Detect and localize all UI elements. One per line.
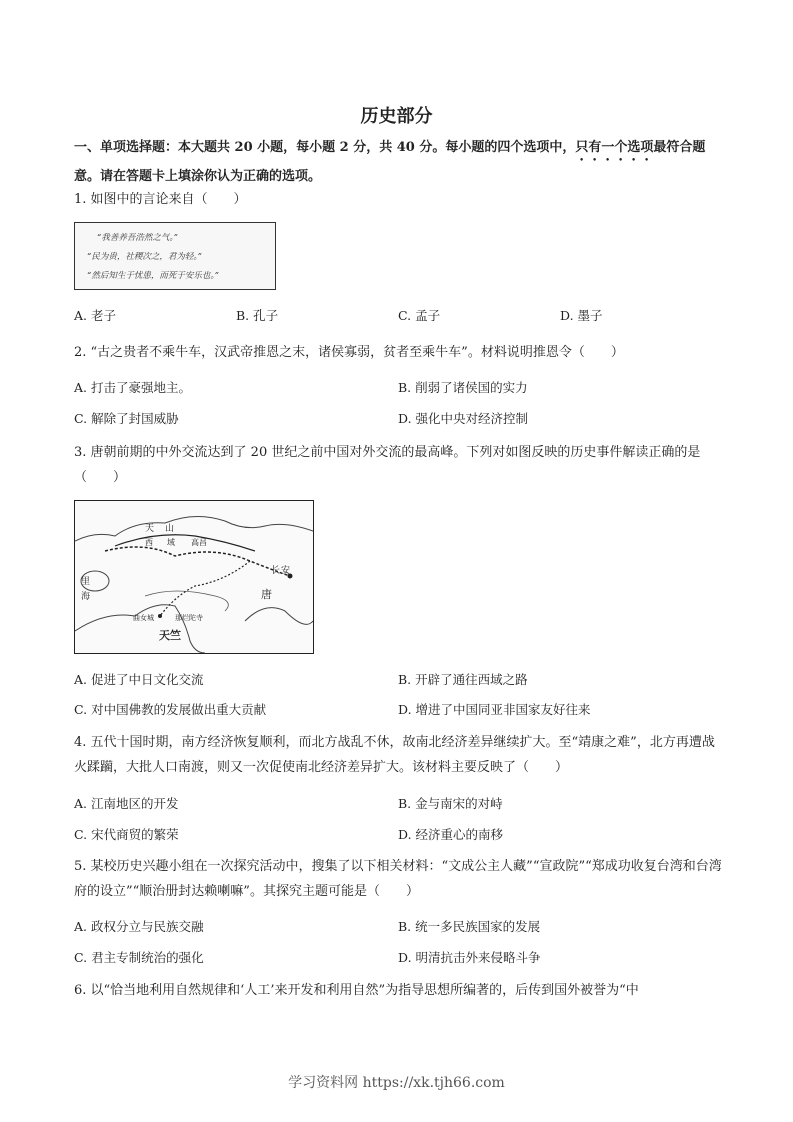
q6-stem: 6. 以“恰当地利用自然规律和‘人工’来开发和利用自然”为指导思想所编著的，后传到国外被誉为“中	[74, 983, 639, 998]
q5-option-c[interactable]: C. 君主专制统治的强化	[74, 950, 204, 965]
map-label: 长	[271, 566, 281, 576]
map-label: 天	[145, 524, 155, 534]
map-label: 唐	[261, 588, 272, 601]
map-label: 山	[165, 524, 175, 534]
page-title: 历史部分	[360, 106, 433, 127]
q1-stem: 1. 如图中的言论来自（ ）	[74, 192, 247, 207]
map-label: 海	[81, 592, 91, 602]
q1-figure-line: “我善养吾浩然之气。”	[97, 233, 178, 243]
q4-option-d[interactable]: D. 经济重心的南移	[398, 827, 504, 842]
q2-option-c[interactable]: C. 解除了封国威胁	[74, 411, 179, 426]
q4-option-b[interactable]: B. 金与南宋的对峙	[398, 796, 503, 811]
q3-option-b[interactable]: B. 开辟了通往西域之路	[398, 672, 528, 687]
q2-option-d[interactable]: D. 强化中央对经济控制	[398, 411, 529, 426]
q1-option-b[interactable]: B. 孔子	[236, 308, 279, 323]
section-text-a: 一、单项选择题：本大题共 20 小题，每小题 2 分，共 40 分。每小题的四个选项中，	[74, 140, 576, 155]
map-label: 高昌	[191, 538, 207, 547]
map-label: 曲女城	[133, 614, 154, 622]
q3-option-d[interactable]: D. 增进了中国同亚非国家友好往来	[398, 702, 591, 717]
map-label: 那烂陀寺	[175, 614, 203, 622]
q1-option-c[interactable]: C. 孟子	[398, 308, 441, 323]
q5-option-d[interactable]: D. 明清抗击外来侵略斗争	[398, 950, 541, 965]
q2-stem: 2. “古之贵者不乘牛车，汉武帝推恩之末，诸侯寡弱，贫者至乘牛车”。材料说明推恩令（ ）	[74, 345, 624, 360]
footer-site: 学习资料网 https://xk.tjh66.com	[288, 1075, 505, 1091]
map-label: 域	[167, 538, 175, 547]
q3-map-svg	[75, 501, 313, 653]
q4-option-c[interactable]: C. 宋代商贸的繁荣	[74, 827, 179, 842]
section-text-b: 最符合题意。请在答题卡上填涂你认为正确的选项。	[74, 140, 706, 184]
q5-stem: 5. 某校历史兴趣小组在一次探究活动中，搜集了以下相关材料：“文成公主人藏”“宣政院”“郑成功收复台湾和台湾府的设立”“顺治册封达赖喇嘛”。其探究主题可能是（ ）	[74, 859, 722, 899]
map-label: 安	[281, 566, 291, 576]
q1-option-a[interactable]: A. 老子	[74, 308, 116, 323]
section-text-emphasis: 只有一个选项	[575, 140, 654, 155]
q4-stem: 4. 五代十国时期，南方经济恢复顺利，而北方战乱不休，故南北经济差异继续扩大。至“靖康之难”，北方再遭战火蹂躏，大批人口南渡，则又一次促使南北经济差异扩大。该材料主要反映了（ ）	[74, 735, 715, 775]
map-label: 西	[145, 538, 153, 547]
q3-stem: 3. 唐朝前期的中外交流达到了 20 世纪之前中国对外交流的最高峰。下列对如图反映的历史事件解读正确的是（ ）	[74, 445, 701, 485]
q3-option-a[interactable]: A. 促进了中日文化交流	[74, 672, 204, 687]
q5-option-a[interactable]: A. 政权分立与民族交融	[74, 919, 204, 934]
q2-option-a[interactable]: A. 打击了豪强地主。	[74, 380, 191, 395]
map-label: 里	[81, 577, 91, 587]
q5-option-b[interactable]: B. 统一多民族国家的发展	[398, 919, 541, 934]
q1-quote-figure	[74, 222, 276, 290]
q1-figure-line: “民为贵，社稷次之，君为轻。”	[87, 252, 202, 262]
q4-option-a[interactable]: A. 江南地区的开发	[74, 796, 179, 811]
q1-figure-line: “然后知生于忧患，而死于安乐也。”	[87, 271, 219, 281]
map-label: 天竺	[159, 629, 181, 642]
q1-option-d[interactable]: D. 墨子	[560, 308, 603, 323]
q2-option-b[interactable]: B. 削弱了诸侯国的实力	[398, 380, 528, 395]
section-instructions	[74, 135, 724, 189]
q3-option-c[interactable]: C. 对中国佛教的发展做出重大贡献	[74, 702, 267, 717]
q3-map-figure	[74, 500, 314, 654]
